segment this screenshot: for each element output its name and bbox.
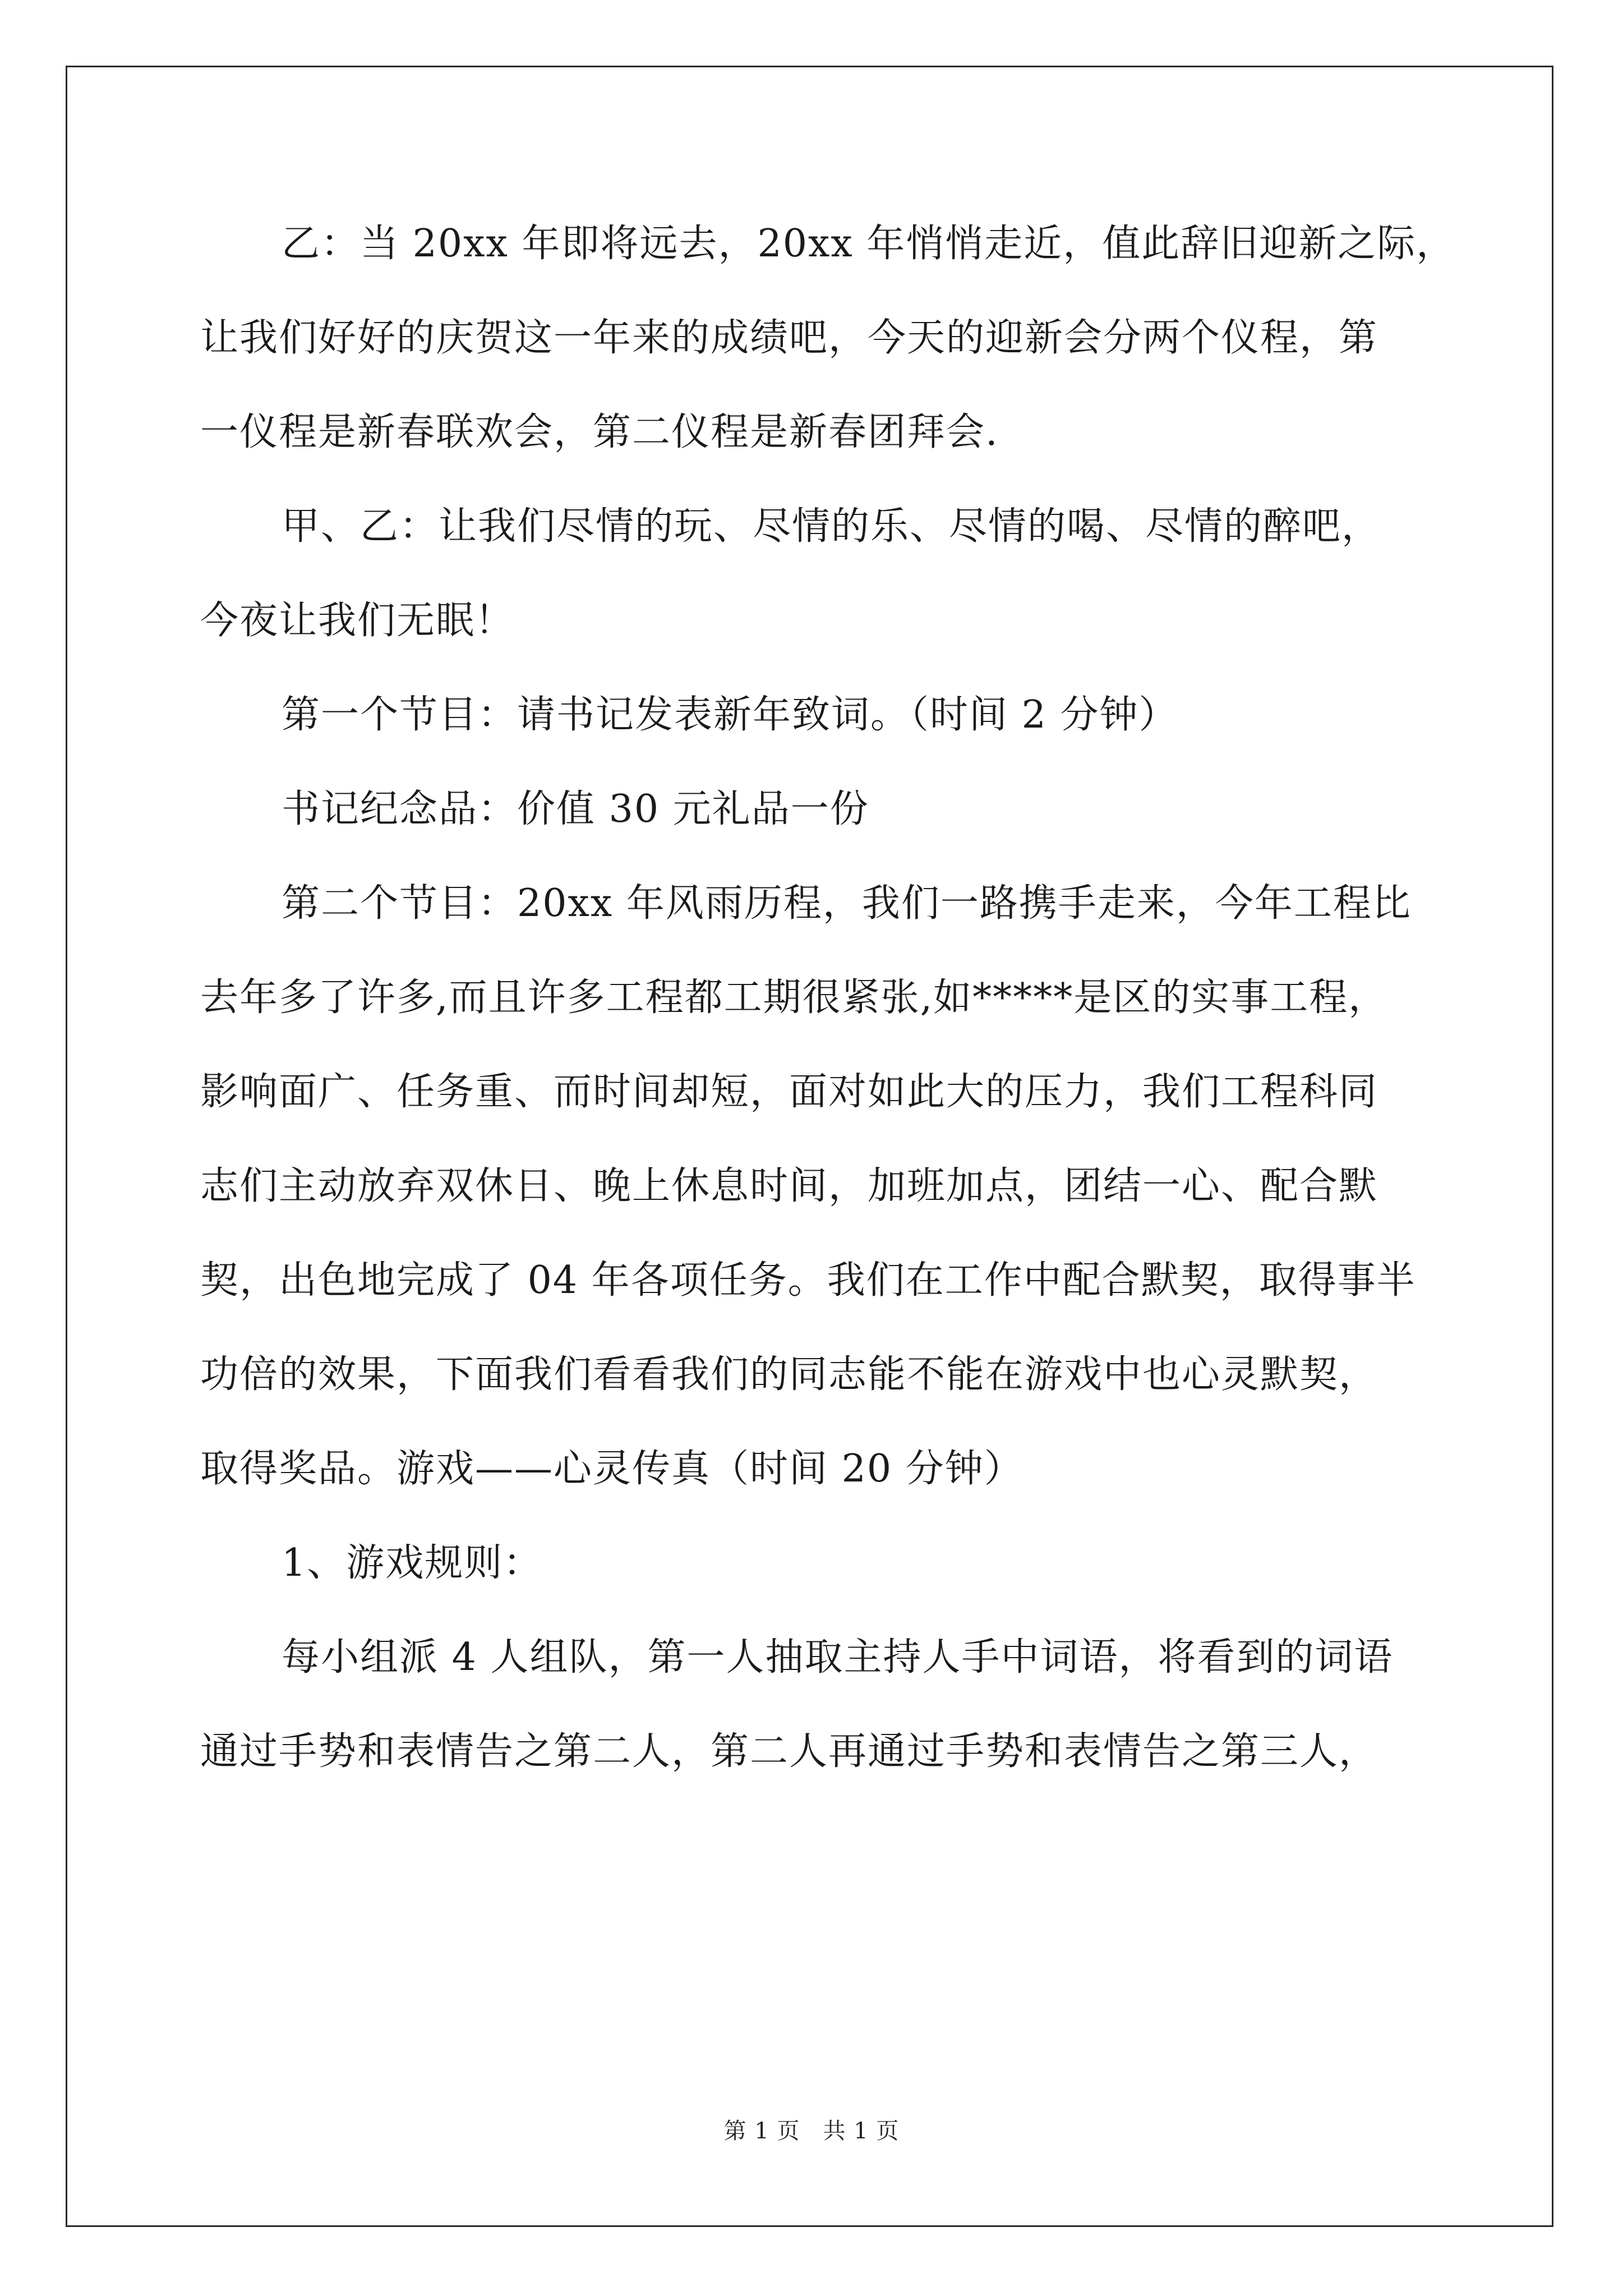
paragraph-line: 1、游戏规则： [282, 1541, 543, 1585]
paragraph-line: 今夜让我们无眠！ [200, 599, 515, 643]
paragraph-line: 功倍的效果，下面我们看看我们的同志能不能在游戏中也心灵默契， [200, 1352, 1378, 1397]
paragraph-line: 书记纪念品：价值 30 元礼品一份 [282, 787, 869, 831]
paragraph-line: 第一个节目：请书记发表新年致词。（时间 2 分钟） [282, 693, 1178, 737]
paragraph-line: 甲、乙：让我们尽情的玩、尽情的乐、尽情的喝、尽情的醉吧， [282, 504, 1381, 549]
paragraph-line: 去年多了许多,而且许多工程都工期很紧张,如*****是区的实事工程， [200, 976, 1388, 1020]
paragraph-line: 取得奖品。游戏——心灵传真（时间 20 分钟） [200, 1447, 1023, 1491]
paragraph-line: 契，出色地完成了 04 年各项任务。我们在工作中配合默契，取得事半 [200, 1258, 1416, 1303]
paragraph-line: 影响面广、任务重、而时间却短，面对如此大的压力，我们工程科同 [200, 1070, 1378, 1114]
document-body [200, 213, 1456, 1783]
page-number-footer: 第 1 页 共 1 页 [723, 2118, 900, 2144]
paragraph-line: 一仪程是新春联欢会，第二仪程是新春团拜会. [200, 410, 999, 454]
paragraph-line: 每小组派 4 人组队，第一人抽取主持人手中词语，将看到的词语 [282, 1635, 1394, 1680]
paragraph-line: 乙：当 20xx 年即将远去，20xx 年悄悄走近，值此辞旧迎新之际， [282, 222, 1456, 266]
paragraph-line: 让我们好好的庆贺这一年来的成绩吧，今天的迎新会分两个仪程，第 [200, 316, 1378, 360]
paragraph-line: 通过手势和表情告之第二人，第二人再通过手势和表情告之第三人， [200, 1729, 1378, 1774]
paragraph-line: 第二个节目：20xx 年风雨历程，我们一路携手走来，今年工程比 [282, 881, 1412, 926]
paragraph-line: 志们主动放弃双休日、晚上休息时间，加班加点，团结一心、配合默 [200, 1164, 1378, 1208]
